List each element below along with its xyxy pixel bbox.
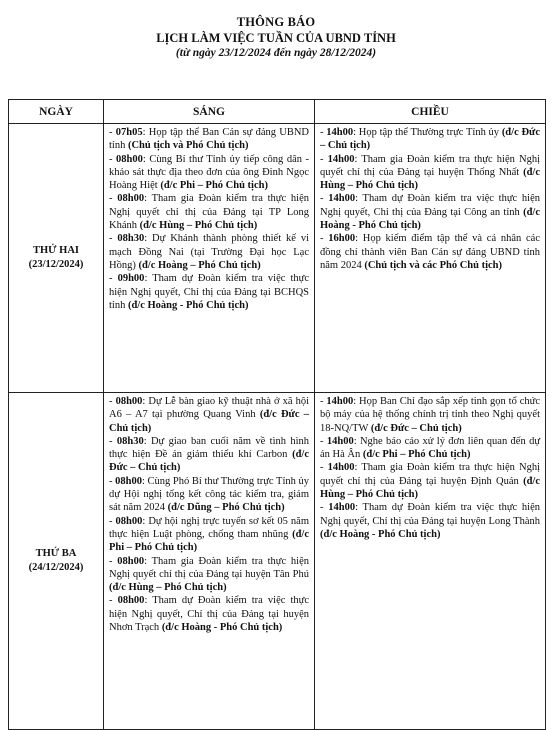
schedule-entry — [320, 126, 540, 153]
schedule-entry — [109, 515, 309, 555]
entry-bullet: - — [109, 515, 116, 527]
morning-list — [104, 124, 314, 314]
entry-officials: (đ/c Dũng – Phó Chủ tịch) — [167, 502, 285, 514]
schedule-entry — [320, 192, 540, 232]
entry-time: 14h00 — [326, 435, 354, 447]
entry-bullet: - — [109, 475, 116, 487]
entry-description: : Tham dự Đoàn kiểm tra việc thực hiện Nghị quyết, Chỉ thị của Đảng tại huyện Long Thành — [320, 502, 540, 527]
table-header-row — [9, 100, 546, 124]
entry-officials: (đ/c Phi – Phó Chủ tịch) — [362, 449, 471, 461]
column-header-afternoon: CHIỀU — [315, 100, 546, 124]
day-cell — [9, 124, 104, 393]
table-row — [9, 393, 546, 730]
entry-bullet: - — [109, 233, 118, 245]
schedule-entry — [109, 153, 309, 193]
entry-officials: (đ/c Hoàng - Phó Chủ tịch) — [161, 622, 283, 634]
entry-bullet: - — [109, 595, 118, 607]
entry-description: : Dự Lễ bàn giao kỹ thuật nhà ở xã hội A6 – A7 tại phường Quang Vinh — [109, 396, 309, 421]
entry-description: : Họp kiểm điểm tập thể và cá nhân các đồng chí thành viên Ban Cán sự đảng UBND tỉnh năm 2024 — [320, 233, 540, 271]
schedule-entry — [320, 435, 540, 462]
entry-bullet: - — [320, 193, 329, 205]
schedule-entry — [320, 232, 540, 272]
entry-bullet: - — [109, 435, 117, 447]
entry-time: 08h30 — [116, 435, 144, 447]
schedule-entry — [320, 461, 540, 501]
entry-description: : Họp tập thể Ban Cán sự đảng UBND tỉnh — [109, 127, 309, 152]
entry-bullet: - — [320, 502, 329, 514]
entry-time: 14h00 — [326, 127, 354, 138]
entry-description: : Tham gia Đoàn kiểm tra thực hiện Nghị quyết chỉ thị của Đảng tại TP Long Khánh — [109, 193, 309, 232]
day-cell — [9, 393, 104, 730]
schedule-entry — [109, 192, 309, 232]
entry-officials: (đ/c Hoàng - Phó Chủ tịch) — [320, 206, 540, 232]
entry-description: : Họp Ban Chỉ đạo sắp xếp tinh gọn tổ chức bộ máy của hệ thống chính trị tỉnh theo Nghị quyết 18-NQ/TW — [320, 396, 540, 434]
entry-time: 08h00 — [116, 153, 143, 165]
entry-officials: (đ/c Hoàng - Phó Chủ tịch) — [320, 528, 441, 540]
entry-officials: (đ/c Đức – Chủ tịch) — [109, 449, 309, 474]
schedule-entry — [109, 435, 309, 475]
entry-officials: (Chủ tịch và Phó Chủ tịch) — [127, 140, 249, 152]
entry-officials: (đ/c Hoàng – Phó Chủ tịch) — [138, 259, 261, 271]
entry-time: 16h00 — [328, 233, 356, 245]
entry-time: 08h30 — [117, 233, 145, 245]
entry-description: : Họp tập thể Thường trực Tỉnh ủy — [353, 127, 502, 138]
schedule-entry — [109, 475, 309, 515]
day-date: (24/12/2024) — [28, 562, 84, 573]
entry-description: : Tham dự Đoàn kiểm tra việc thực hiện Nghị quyết, Chỉ thị của Đảng tại huyện Nhơn Trạch — [109, 595, 310, 634]
entry-description: : Dự hội nghị trực tuyến sơ kết 05 năm thực hiện Luật phòng, chống tham nhũng — [109, 515, 309, 540]
entry-description: : Tham gia Đoàn kiểm tra thực hiện Nghị quyết chỉ thị của Đảng tại huyện Thống Nhất — [320, 153, 540, 178]
entry-description: : Cùng Bí thư Tỉnh ủy tiếp công dân - khảo sát thực địa theo đơn của ông Đinh Ngọc Hoàng Hiệt — [109, 153, 310, 192]
document-header — [0, 14, 552, 61]
column-header-day: NGÀY — [9, 100, 104, 124]
table-row — [9, 124, 546, 393]
entry-bullet: - — [109, 127, 116, 138]
entry-description: : Tham gia Đoàn kiểm tra thực hiện Nghị quyết chỉ thị của Đảng tại huyện Định Quán — [320, 462, 540, 487]
morning-cell — [104, 124, 315, 393]
entry-bullet: - — [109, 153, 117, 165]
entry-bullet: - — [320, 233, 329, 245]
entry-time: 08h00 — [117, 555, 145, 567]
day-date: (23/12/2024) — [28, 259, 84, 270]
document-title: THÔNG BÁO — [236, 15, 316, 29]
entry-bullet: - — [109, 396, 116, 407]
entry-description: : Dự Khánh thành phòng thiết kế vi mạch Đồng Nai (tại Trường Đại học Lạc Hồng) — [109, 233, 309, 271]
entry-officials: (đ/c Hùng – Phó Chủ tịch) — [320, 166, 540, 192]
entry-bullet: - — [320, 435, 327, 447]
entry-officials: (đ/c Hùng – Phó Chủ tịch) — [109, 582, 227, 594]
entry-time: 07h05 — [115, 127, 143, 138]
schedule-entry — [109, 126, 309, 153]
schedule-entry — [109, 395, 309, 435]
entry-bullet: - — [320, 153, 328, 165]
entry-description: : Cùng Phó Bí thư Thường trực Tỉnh ủy dự Hội nghị tổng kết công tác kiểm tra, giám sát năm 2024 — [109, 475, 309, 514]
entry-description: : Tham dự Đoàn kiểm tra việc thực hiện Nghị quyết, Chỉ thị của Đảng tại BCHQS tỉnh — [109, 273, 310, 311]
entry-time: 14h00 — [326, 396, 354, 407]
schedule-entry — [320, 153, 540, 193]
column-header-morning: SÁNG — [104, 100, 315, 124]
entry-time: 14h00 — [327, 462, 355, 474]
afternoon-cell — [315, 124, 546, 393]
schedule-entry — [109, 272, 309, 312]
entry-bullet: - — [109, 193, 118, 205]
schedule-entry — [320, 395, 540, 435]
entry-officials: (đ/c Đức – Chủ tịch) — [109, 409, 309, 434]
entry-officials: (đ/c Đức – Chủ tịch) — [370, 422, 462, 434]
schedule-entry — [109, 232, 309, 272]
entry-time: 08h00 — [115, 515, 143, 527]
entry-officials: (Chủ tịch và các Phó Chủ tịch) — [364, 259, 502, 271]
entry-time: 14h00 — [327, 153, 355, 165]
afternoon-list — [315, 124, 545, 274]
entry-bullet: - — [320, 396, 327, 407]
schedule-entry — [320, 501, 540, 541]
entry-officials: (đ/c Phi – Phó Chủ tịch) — [109, 528, 309, 554]
day-name: THỨ HAI — [33, 245, 79, 256]
entry-description: : Dự giao ban cuối năm về tình hình thực hiện Đề án giảm thiểu khí Carbon — [109, 435, 310, 461]
entry-officials: (đ/c Đức – Chủ tịch) — [320, 127, 541, 152]
entry-time: 08h00 — [115, 475, 142, 487]
entry-bullet: - — [109, 273, 118, 285]
afternoon-list — [315, 393, 545, 543]
entry-officials: (đ/c Hùng – Phó Chủ tịch) — [139, 220, 258, 232]
afternoon-cell — [315, 393, 546, 730]
document-subtitle: LỊCH LÀM VIỆC TUẦN CỦA UBND TỈNH — [156, 31, 396, 45]
entry-description: : Tham dự Đoàn kiểm tra việc thực hiện Nghị quyết, Chỉ thị của Đảng tại Công an tỉnh — [320, 193, 540, 218]
weekly-schedule-table — [8, 99, 546, 730]
morning-list — [104, 393, 314, 636]
entry-bullet: - — [320, 462, 328, 474]
entry-time: 08h00 — [115, 396, 143, 407]
entry-time: 08h00 — [117, 595, 145, 607]
schedule-entry — [109, 594, 309, 634]
entry-officials: (đ/c Hùng – Phó Chủ tịch) — [320, 475, 540, 501]
entry-officials: (đ/c Hoàng - Phó Chủ tịch) — [127, 299, 249, 311]
entry-bullet: - — [109, 555, 118, 567]
entry-time: 14h00 — [328, 193, 356, 205]
entry-time: 09h00 — [117, 273, 145, 285]
entry-description: : Nghe báo cáo xử lý đơn liên quan đến dự án Hà Ân — [320, 435, 541, 461]
entry-time: 08h00 — [117, 193, 145, 205]
entry-description: : Tham gia Đoàn kiểm tra thực hiện Nghị quyết chỉ thị của Đảng tại huyện Tân Phú — [109, 555, 309, 580]
date-range: (từ ngày 23/12/2024 đến ngày 28/12/2024) — [175, 47, 377, 59]
day-name: THỨ BA — [35, 548, 77, 559]
entry-time: 14h00 — [328, 502, 356, 514]
schedule-entry — [109, 555, 309, 595]
entry-officials: (đ/c Phi – Phó Chủ tịch) — [160, 180, 268, 192]
entry-bullet: - — [320, 127, 327, 138]
morning-cell — [104, 393, 315, 730]
